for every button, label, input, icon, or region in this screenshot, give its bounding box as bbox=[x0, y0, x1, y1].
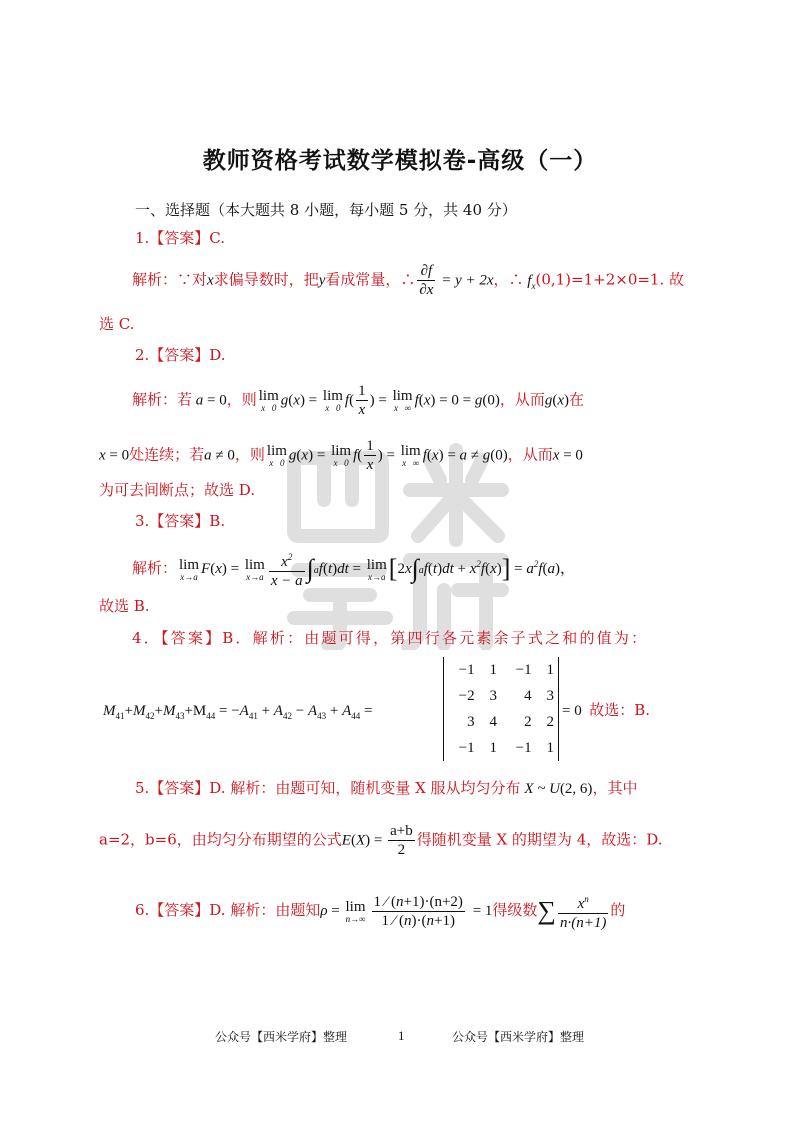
q5-answer: 5.【答案】D. 解析：由题可知，随机变量 X 服从均匀分布 X ~ U(2, 6)，其中 bbox=[135, 779, 638, 797]
q1-continued: 选 C. bbox=[99, 315, 135, 333]
q5-line2: a=2，b=6，由均匀分布期望的公式E(X) = $\frac{a+b}{2}$ 得随机变量 X 的期望为 4，故选：D. bbox=[99, 823, 663, 858]
section-heading: 一、选择题（本大题共 8 小题，每小题 5 分，共 40 分） bbox=[135, 201, 517, 219]
page-title: 教师资格考试数学模拟卷-高级（一） bbox=[202, 148, 598, 174]
q3-analysis: 解析： lim x→a F(x) = lim x→a $\frac{x^2}{x - a}$ ∫af(t)dt = lim x→a $[2x\int af(t)dt + x^2f(x)] = a^2f(a)$， bbox=[132, 548, 575, 590]
q1-answer: 1.【答案】C. bbox=[135, 229, 226, 247]
page-number: 1 bbox=[398, 1028, 405, 1043]
q3-answer: 3.【答案】B. bbox=[135, 512, 226, 530]
footer-right: 公众号【西米学府】整理 bbox=[452, 1030, 585, 1044]
q1-analysis: 解析：∵对x求偏导数时，把y看成常量，∴ $\frac{\partial f}{\partial x}$ = y + 2x，∴ $f_x(0,1)=1+2\times 0=1$. 故 bbox=[132, 263, 685, 298]
q2-answer: 2.【答案】D. bbox=[135, 346, 226, 364]
q2-analysis-line2: x = 0处连续；若a ≠ 0，则 lim x 0 g(x) = lim x 0 f( $\frac{1}{x}$ ) = lim x ∞ f(x) = a ≠ g(0)，从而x = 0 bbox=[99, 438, 583, 473]
determinant-matrix: −1 1 −1 1 −2 3 4 3 3 4 2 2 −1 1 −1 1 bbox=[443, 657, 559, 761]
q4-answer: 4．【答案】B．解析：由题可得，第四行各元素余子式之和的值为： bbox=[132, 629, 649, 647]
q1-partial-fraction: $\frac{\partial f}{\partial x}$ bbox=[419, 263, 434, 298]
footer-left: 公众号【西米学府】整理 bbox=[215, 1030, 348, 1044]
q4-result: = 0 故选：B. bbox=[562, 701, 651, 719]
q3-continued: 故选 B. bbox=[99, 597, 150, 615]
q2-analysis-line1: 解析：若 a = 0，则 lim x 0 g(x) = lim x 0 f( $\frac{1}{x}$ ) = lim x ∞ f(x) = 0 = g(0)，从而g(x)在 bbox=[132, 383, 585, 418]
q4-equation: $M_{41}+M_{42}+M_{43}+M_{44} = -A_{41} + A_{42} - A_{43} + A_{44}$ = bbox=[103, 703, 373, 721]
q6-answer: 6.【答案】D. 解析：由题知ρ = lim n→∞ $\frac{1 ⁄ (n+1)\cdot(n+2)}{1 ⁄ (n)\cdot(n+1)}$ = 1得级数∑ $\frac{x^n}{n\cdot(n+1)}$ 的 bbox=[135, 890, 625, 932]
q2-continued: 为可去间断点；故选 D. bbox=[99, 481, 256, 499]
